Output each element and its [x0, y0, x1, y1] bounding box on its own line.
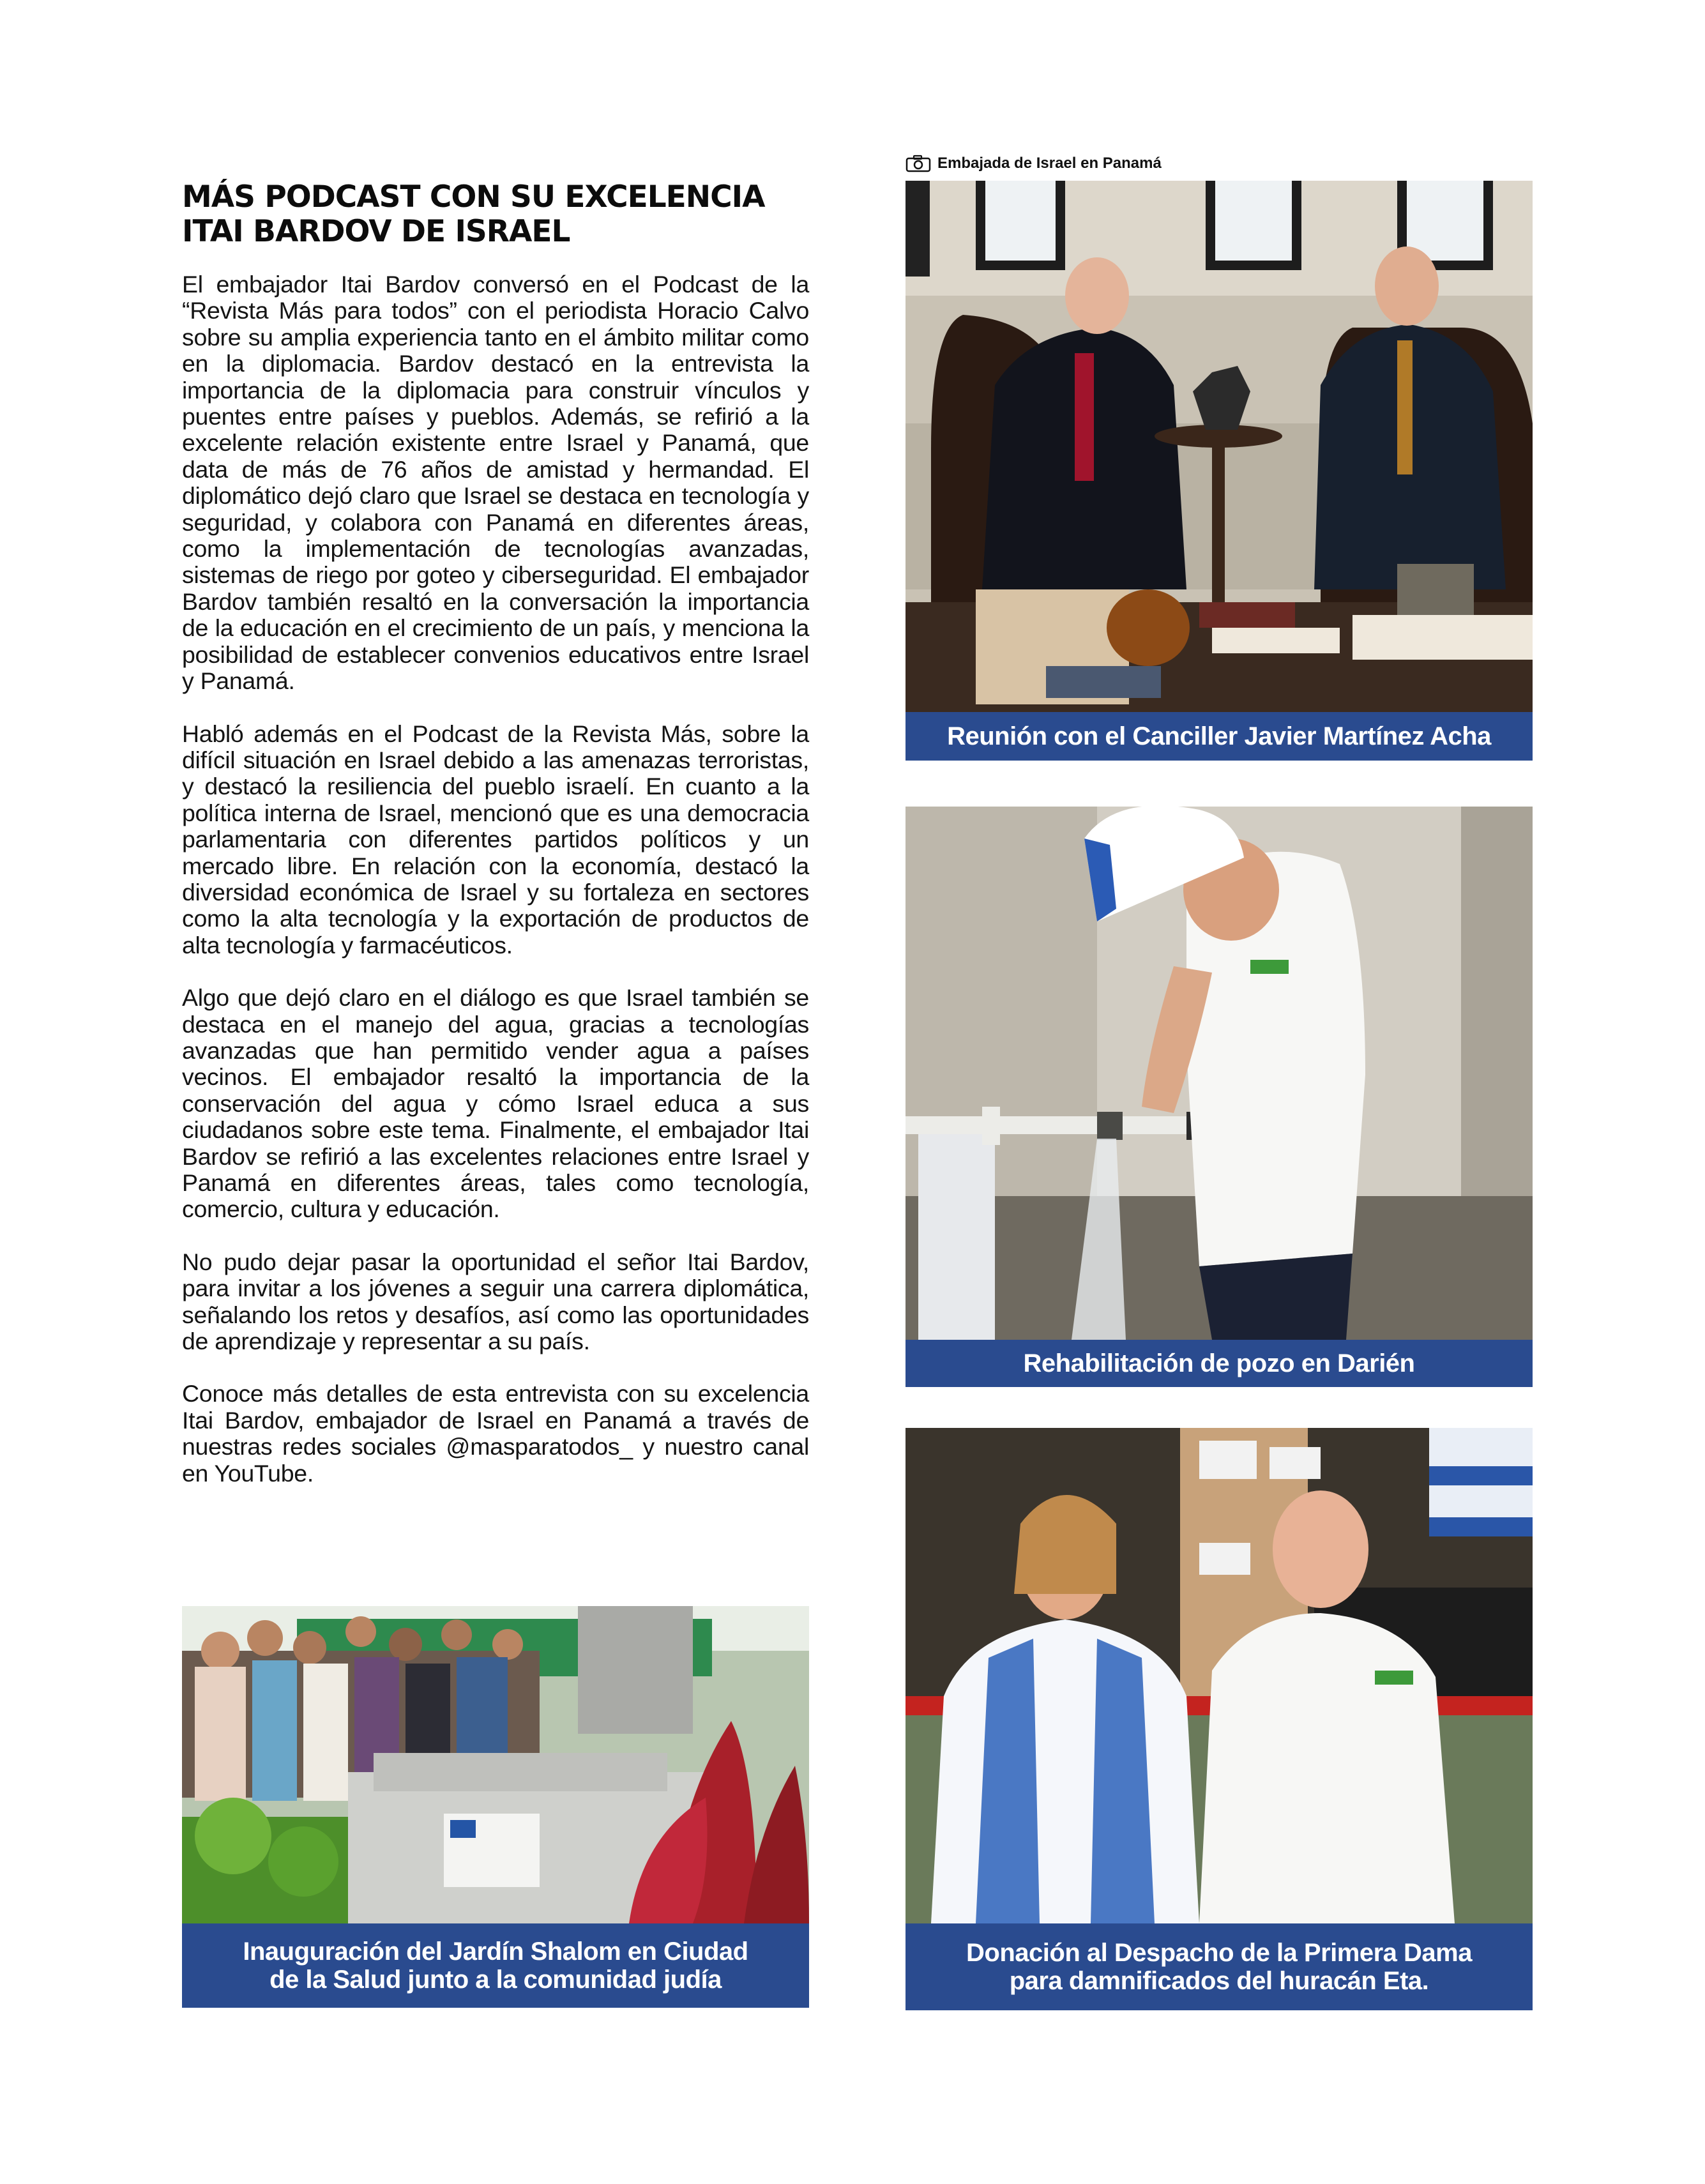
garden-caption — [182, 1923, 809, 2008]
donation-caption — [906, 1923, 1533, 2010]
camera-icon — [906, 155, 931, 172]
photo-credit-text: Embajada de Israel en Panamá — [937, 155, 1162, 172]
garden-photo — [182, 1606, 809, 1923]
donation-photo-block — [906, 1428, 1533, 2010]
donation-photo — [906, 1428, 1533, 1923]
well-caption — [906, 1340, 1533, 1387]
article-title — [182, 180, 821, 249]
meeting-caption-text: Reunión con el Canciller Javier Martínez Acha — [947, 722, 1491, 750]
paragraph-2: Habló además en el Podcast de la Revista Más, sobre la difícil situación en Israel debido a las amenazas terroristas, y destacó la resiliencia del pueblo israelí. En cuanto a la política interna de Israel, mencionó que es una democracia parlamentaria con diferentes partidos políticos y un mercado libre. En relación con la economía, destacó la diversidad económica de Israel y su fortaleza en sectores como la alta tecnología y la exportación de productos de alta tecnología y farmacéuticos. — [182, 720, 809, 959]
well-photo-block — [906, 807, 1533, 1387]
meeting-photo-block — [906, 181, 1533, 761]
title-line-2: ITAI BARDOV DE ISRAEL — [182, 214, 570, 249]
well-caption-text: Rehabilitación de pozo en Darién — [1023, 1349, 1415, 1377]
paragraph-1: El embajador Itai Bardov conversó en el Podcast de la “Revista Más para todos” con el periodista Horacio Calvo sobre su amplia experiencia tanto en el ámbito militar como en la diplomacia. Bardov destacó en la entrevista la importancia de la diplomacia para construir vínculos y puentes entre países y pueblos. Además, se refirió a la excelente relación existente entre Israel y Panamá, que data de más de 76 años de amistad y hermandad. El diplomático dejó claro que Israel se destaca en tecnología y seguridad, y colabora con Panamá en diferentes áreas, como la implementación de tecnologías avanzadas, sistemas de riego por goteo y ciberseguridad. El embajador Bardov también resaltó en la conversación la importancia de la educación en el crecimiento de un país, y menciona la posibilidad de establecer convenios educativos entre Israel y Panamá. — [182, 271, 809, 695]
donation-caption-line-1: Donación al Despacho de la Primera Dama — [966, 1939, 1472, 1967]
paragraph-4: No pudo dejar pasar la oportunidad el señor Itai Bardov, para invitar a los jóvenes a seguir una carrera diplomática, señalando los retos y desafíos, así como las oportunidades de aprendizaje y representar a su país. — [182, 1248, 809, 1355]
photo-credit — [906, 153, 1162, 174]
donation-caption-line-2: para damnificados del huracán Eta. — [1009, 1967, 1429, 1995]
paragraph-3: Algo que dejó claro en el diálogo es que Israel también se destaca en el manejo del agua, gracias a tecnologías avanzadas que han permitido vender agua a países vecinos. El embajador resaltó la importancia de la conservación del agua y cómo Israel educa a sus ciudadanos sobre este tema. Finalmente, el embajador Itai Bardov se refirió a las excelentes relaciones entre Israel y Panamá en diferentes áreas, tales como tecnología, comercio, cultura y educación. — [182, 984, 809, 1223]
paragraph-5: Conoce más detalles de esta entrevista con su excelencia Itai Bardov, embajador de Israel en Panamá a través de nuestras redes sociales @masparatodos_ y nuestro canal en YouTube. — [182, 1380, 809, 1487]
meeting-caption — [906, 712, 1533, 761]
garden-caption-line-2: de la Salud junto a la comunidad judía — [269, 1966, 722, 1994]
meeting-photo — [906, 181, 1533, 712]
garden-caption-line-1: Inauguración del Jardín Shalom en Ciudad — [243, 1938, 748, 1966]
garden-photo-block — [182, 1606, 809, 2008]
title-line-1: MÁS PODCAST CON SU EXCELENCIA — [182, 179, 765, 215]
article-body — [182, 271, 809, 1513]
well-photo — [906, 807, 1533, 1340]
